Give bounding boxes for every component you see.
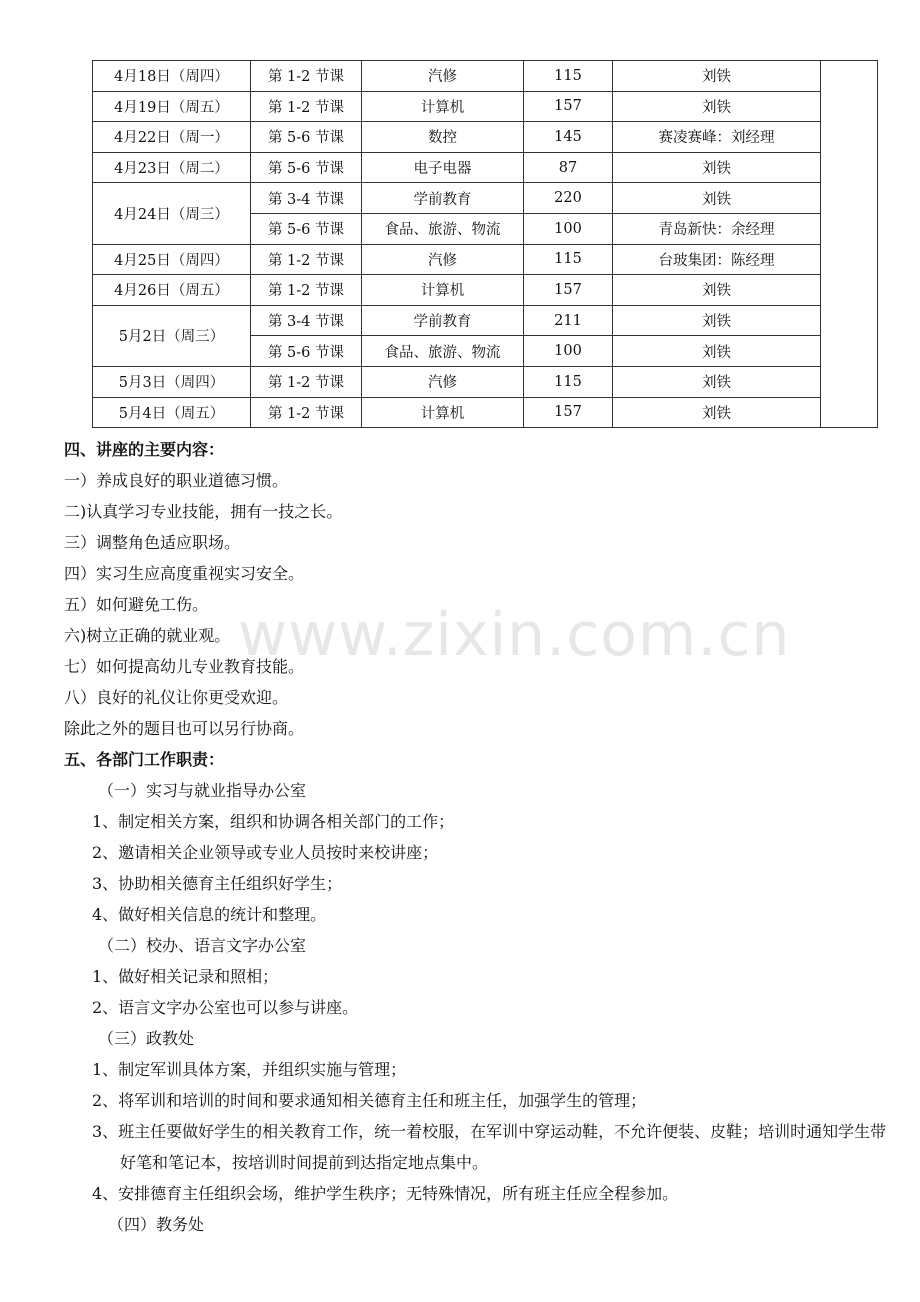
period-cell: 第 1-2 节课 bbox=[251, 61, 362, 92]
count-cell: 100 bbox=[524, 336, 613, 367]
date-cell: 4月23日（周二） bbox=[93, 152, 251, 183]
speaker-cell: 刘铁 bbox=[613, 336, 821, 367]
table-row bbox=[93, 152, 878, 183]
list-item: 七）如何提高幼儿专业教育技能。 bbox=[64, 657, 305, 676]
major-cell: 学前教育 bbox=[362, 183, 524, 214]
date-cell: 4月25日（周四） bbox=[93, 244, 251, 275]
list-item: 3、协助相关德育主任组织好学生； bbox=[92, 874, 343, 893]
list-item: 四）实习生应高度重视实习安全。 bbox=[64, 564, 305, 583]
speaker-cell: 刘铁 bbox=[613, 397, 821, 428]
period-cell: 第 1-2 节课 bbox=[251, 91, 362, 122]
list-item: 三）调整角色适应职场。 bbox=[64, 533, 241, 552]
count-cell: 115 bbox=[524, 244, 613, 275]
section-heading: 五、各部门工作职责： bbox=[64, 750, 225, 769]
major-cell: 学前教育 bbox=[362, 305, 524, 336]
major-cell: 数控 bbox=[362, 122, 524, 153]
table-row bbox=[93, 183, 878, 214]
list-item: 五）如何避免工伤。 bbox=[64, 595, 209, 614]
subsection-title: （四）教务处 bbox=[108, 1215, 205, 1234]
list-item: 八）良好的礼仪让你更受欢迎。 bbox=[64, 688, 289, 707]
major-cell: 电子电器 bbox=[362, 152, 524, 183]
list-item: 4、安排德育主任组织会场，维护学生秩序；无特殊情况，所有班主任应全程参加。 bbox=[92, 1184, 679, 1203]
watermark: www.zixin.com.cn bbox=[238, 600, 791, 670]
table-row bbox=[93, 275, 878, 306]
major-cell: 汽修 bbox=[362, 366, 524, 397]
period-cell: 第 1-2 节课 bbox=[251, 397, 362, 428]
major-cell: 计算机 bbox=[362, 91, 524, 122]
period-cell: 第 3-4 节课 bbox=[251, 305, 362, 336]
speaker-cell: 刘铁 bbox=[613, 183, 821, 214]
notes-cell bbox=[821, 61, 878, 428]
count-cell: 211 bbox=[524, 305, 613, 336]
count-cell: 157 bbox=[524, 91, 613, 122]
speaker-cell: 刘铁 bbox=[613, 366, 821, 397]
major-cell: 食品、旅游、物流 bbox=[362, 213, 524, 244]
list-item: 2、将军训和培训的时间和要求通知相关德育主任和班主任，加强学生的管理； bbox=[92, 1091, 647, 1110]
period-cell: 第 5-6 节课 bbox=[251, 213, 362, 244]
subsection-title: （二）校办、语言文字办公室 bbox=[98, 936, 307, 955]
list-item: 六)树立正确的就业观。 bbox=[64, 626, 231, 645]
speaker-cell: 台玻集团：陈经理 bbox=[613, 244, 821, 275]
period-cell: 第 5-6 节课 bbox=[251, 122, 362, 153]
speaker-cell: 刘铁 bbox=[613, 152, 821, 183]
period-cell: 第 1-2 节课 bbox=[251, 275, 362, 306]
schedule-table bbox=[92, 60, 878, 428]
major-cell: 计算机 bbox=[362, 397, 524, 428]
subsection-title: （一）实习与就业指导办公室 bbox=[98, 781, 307, 800]
table-row bbox=[93, 244, 878, 275]
speaker-cell: 刘铁 bbox=[613, 275, 821, 306]
list-item: 二)认真学习专业技能，拥有一技之长。 bbox=[64, 502, 343, 521]
table-row bbox=[93, 91, 878, 122]
count-cell: 115 bbox=[524, 366, 613, 397]
speaker-cell: 青岛新快：余经理 bbox=[613, 213, 821, 244]
list-item: 2、语言文字办公室也可以参与讲座。 bbox=[92, 998, 359, 1017]
period-cell: 第 1-2 节课 bbox=[251, 366, 362, 397]
count-cell: 145 bbox=[524, 122, 613, 153]
subsection-title: （三）政教处 bbox=[98, 1029, 195, 1048]
table-row bbox=[93, 61, 878, 92]
speaker-cell: 刘铁 bbox=[613, 61, 821, 92]
period-cell: 第 3-4 节课 bbox=[251, 183, 362, 214]
list-item: 2、邀请相关企业领导或专业人员按时来校讲座； bbox=[92, 843, 439, 862]
date-cell: 4月22日（周一） bbox=[93, 122, 251, 153]
speaker-cell: 刘铁 bbox=[613, 305, 821, 336]
date-cell: 4月18日（周四） bbox=[93, 61, 251, 92]
speaker-cell: 刘铁 bbox=[613, 91, 821, 122]
count-cell: 157 bbox=[524, 397, 613, 428]
table-row bbox=[93, 305, 878, 336]
count-cell: 100 bbox=[524, 213, 613, 244]
table-row bbox=[93, 397, 878, 428]
speaker-cell: 赛凌赛峰：刘经理 bbox=[613, 122, 821, 153]
period-cell: 第 1-2 节课 bbox=[251, 244, 362, 275]
count-cell: 115 bbox=[524, 61, 613, 92]
table-row bbox=[93, 366, 878, 397]
document-body bbox=[64, 434, 894, 1240]
date-cell: 4月19日（周五） bbox=[93, 91, 251, 122]
list-item: 3、班主任要做好学生的相关教育工作，统一着校服，在军训中穿运动鞋，不允许便装、皮鞋；培训时通知学生带好笔和笔记本，按培训时间提前到达指定地点集中。 bbox=[92, 1122, 887, 1172]
major-cell: 汽修 bbox=[362, 244, 524, 275]
list-item: 1、制定相关方案，组织和协调各相关部门的工作； bbox=[92, 812, 455, 831]
list-item: 1、制定军训具体方案，并组织实施与管理； bbox=[92, 1060, 407, 1079]
table-row bbox=[93, 122, 878, 153]
count-cell: 157 bbox=[524, 275, 613, 306]
major-cell: 汽修 bbox=[362, 61, 524, 92]
count-cell: 87 bbox=[524, 152, 613, 183]
section-heading: 四、讲座的主要内容： bbox=[64, 440, 225, 459]
date-cell: 4月24日（周三） bbox=[93, 183, 251, 244]
date-cell: 5月3日（周四） bbox=[93, 366, 251, 397]
paragraph: 除此之外的题目也可以另行协商。 bbox=[64, 719, 305, 738]
date-cell: 5月4日（周五） bbox=[93, 397, 251, 428]
list-item: 1、做好相关记录和照相； bbox=[92, 967, 279, 986]
list-item: 一）养成良好的职业道德习惯。 bbox=[64, 471, 289, 490]
major-cell: 计算机 bbox=[362, 275, 524, 306]
date-cell: 5月2日（周三） bbox=[93, 305, 251, 366]
count-cell: 220 bbox=[524, 183, 613, 214]
period-cell: 第 5-6 节课 bbox=[251, 336, 362, 367]
period-cell: 第 5-6 节课 bbox=[251, 152, 362, 183]
list-item: 4、做好相关信息的统计和整理。 bbox=[92, 905, 327, 924]
date-cell: 4月26日（周五） bbox=[93, 275, 251, 306]
major-cell: 食品、旅游、物流 bbox=[362, 336, 524, 367]
